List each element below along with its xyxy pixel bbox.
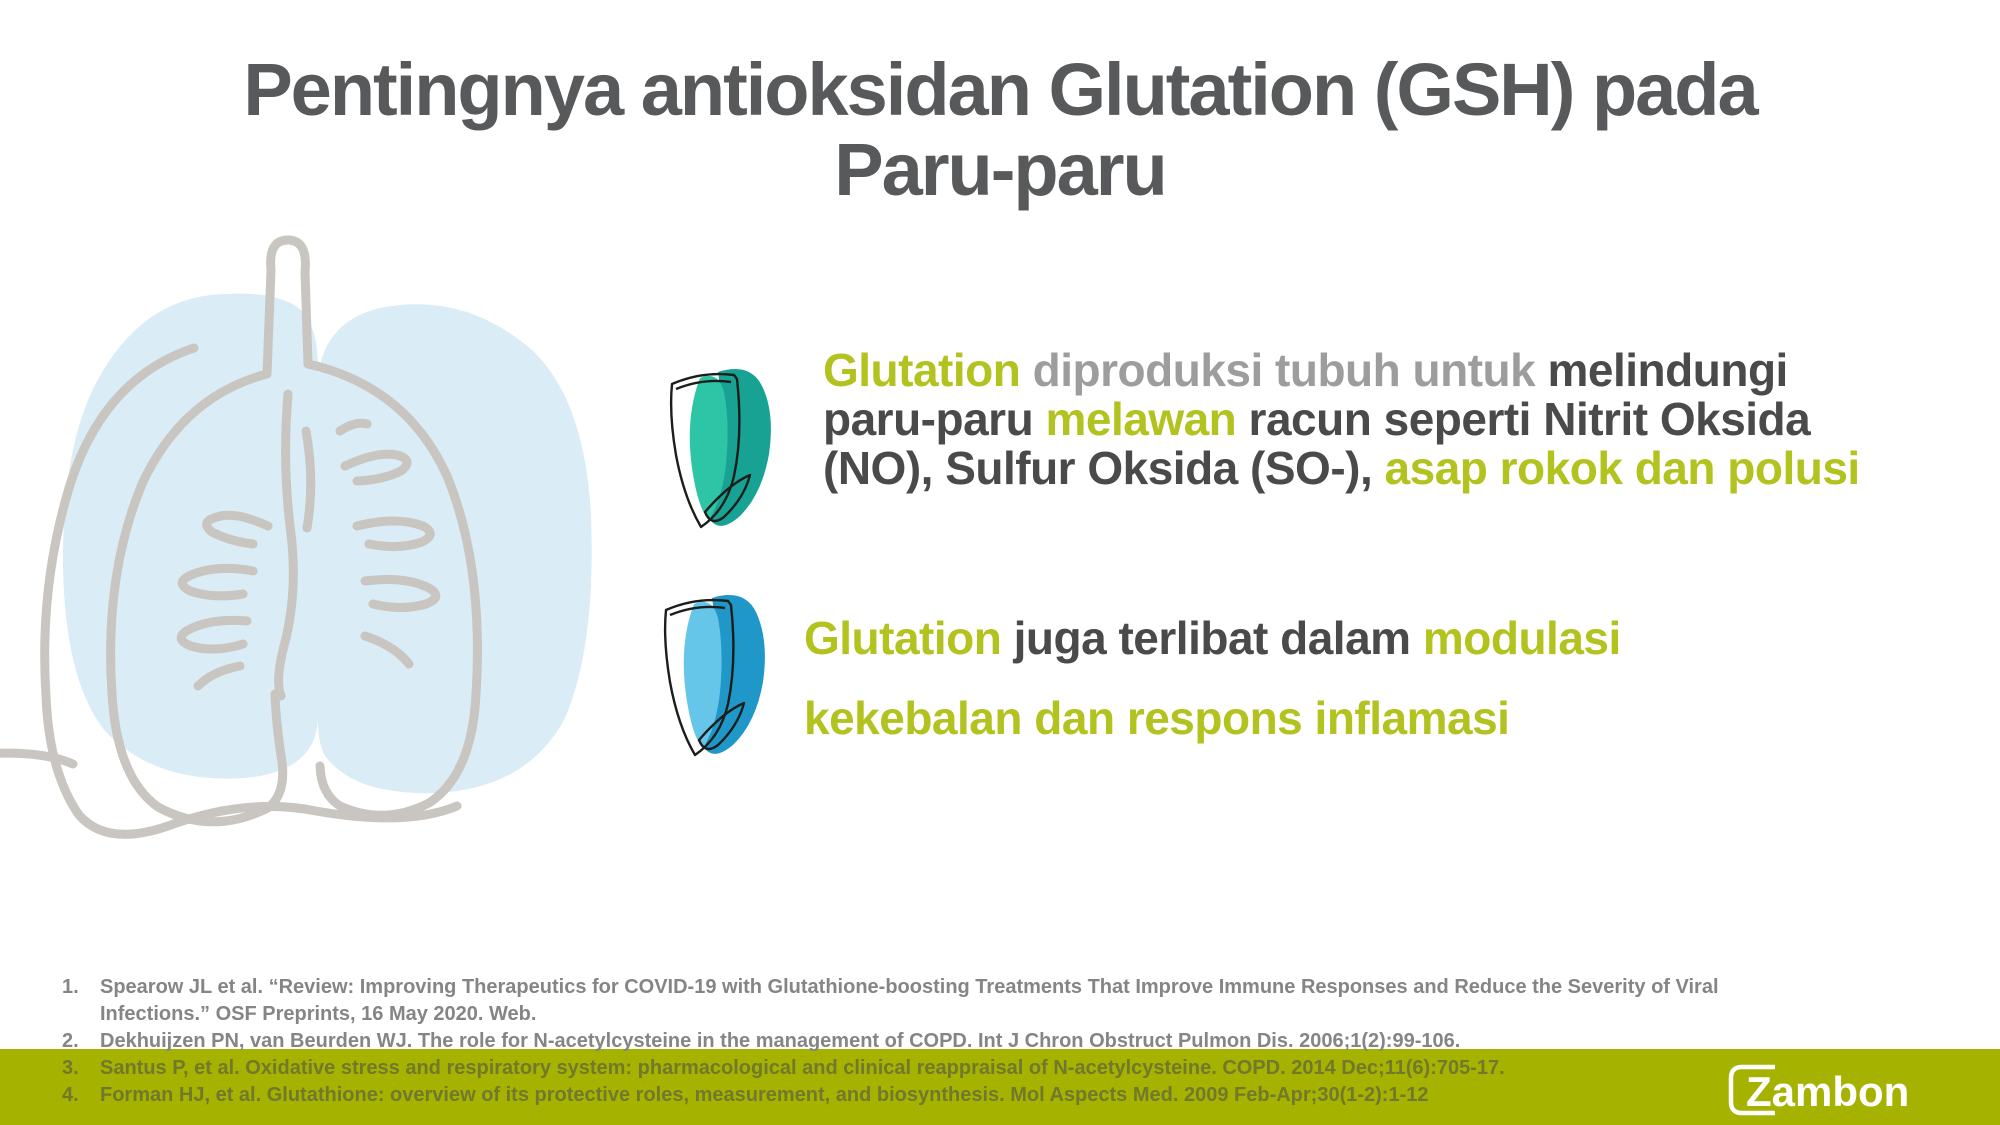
reference-number	[62, 1001, 100, 1028]
text-segment: modulasi	[1422, 612, 1621, 664]
shield-blue-icon	[650, 588, 784, 760]
paragraph-line	[823, 346, 1860, 395]
reference-item	[62, 1082, 1942, 1109]
reference-number: 1.	[62, 976, 79, 998]
text-segment: paru-paru	[823, 393, 1046, 445]
text-segment: (NO), Sulfur Oksida (SO-),	[823, 442, 1385, 494]
reference-number: 3.	[62, 1057, 79, 1079]
lungs-illustration	[0, 226, 650, 898]
paragraph-glutation-immunity	[804, 598, 1621, 758]
text-segment: Glutation	[823, 344, 1033, 396]
shield-green-icon	[656, 362, 790, 532]
reference-item	[62, 1028, 1942, 1055]
paragraph-line	[804, 678, 1621, 758]
text-segment: melindungi	[1547, 344, 1788, 396]
page-title-line2: Paru-paru	[834, 128, 1166, 211]
reference-item	[62, 1055, 1942, 1082]
page-title	[0, 50, 2000, 210]
reference-text: Santus P, et al. Oxidative stress and respiratory system: pharmacological and clinical reappraisal of N-acetylcysteine. COPD. 2014 Dec;11(6):705-17.	[100, 1057, 1505, 1079]
text-segment: Glutation	[804, 612, 1014, 664]
reference-text: Forman HJ, et al. Glutathione: overview of its protective roles, measurement, and biosynthesis. Mol Aspects Med. 2009 Feb-Apr;30(1-2):1-12	[100, 1084, 1429, 1106]
reference-item	[62, 1001, 1942, 1028]
reference-item	[62, 974, 1942, 1001]
paragraph-line	[804, 598, 1621, 678]
zambon-logo-text: Zambon	[1746, 1068, 1910, 1115]
references-list	[62, 974, 1942, 1109]
reference-text: Dekhuijzen PN, van Beurden WJ. The role for N-acetylcysteine in the management of COPD. Int J Chron Obstruct Pulmon Dis. 2006;1(2):99-106.	[100, 1030, 1461, 1052]
text-segment: juga terlibat dalam	[1013, 612, 1423, 664]
zambon-logo	[1725, 1062, 1940, 1118]
text-segment: melawan	[1045, 393, 1237, 445]
paragraph-glutation-protection	[823, 346, 1860, 493]
text-segment: kekebalan dan respons inflamasi	[804, 692, 1510, 744]
reference-text: Spearow JL et al. “Review: Improving Therapeutics for COVID-19 with Glutathione-boosting Treatments That Improve Immune Responses and Reduce the Severity of Viral	[100, 976, 1719, 998]
page-title-line1: Pentingnya antioksidan Glutation (GSH) pada	[243, 48, 1757, 131]
reference-number: 2.	[62, 1030, 79, 1052]
text-segment: diproduksi tubuh untuk	[1032, 344, 1548, 396]
reference-text: Infections.” OSF Preprints, 16 May 2020. Web.	[100, 1003, 537, 1025]
reference-number: 4.	[62, 1084, 79, 1106]
paragraph-line	[823, 444, 1860, 493]
text-segment: racun seperti Nitrit Oksida	[1236, 393, 1811, 445]
text-segment: asap rokok dan polusi	[1384, 442, 1860, 494]
paragraph-line	[823, 395, 1860, 444]
